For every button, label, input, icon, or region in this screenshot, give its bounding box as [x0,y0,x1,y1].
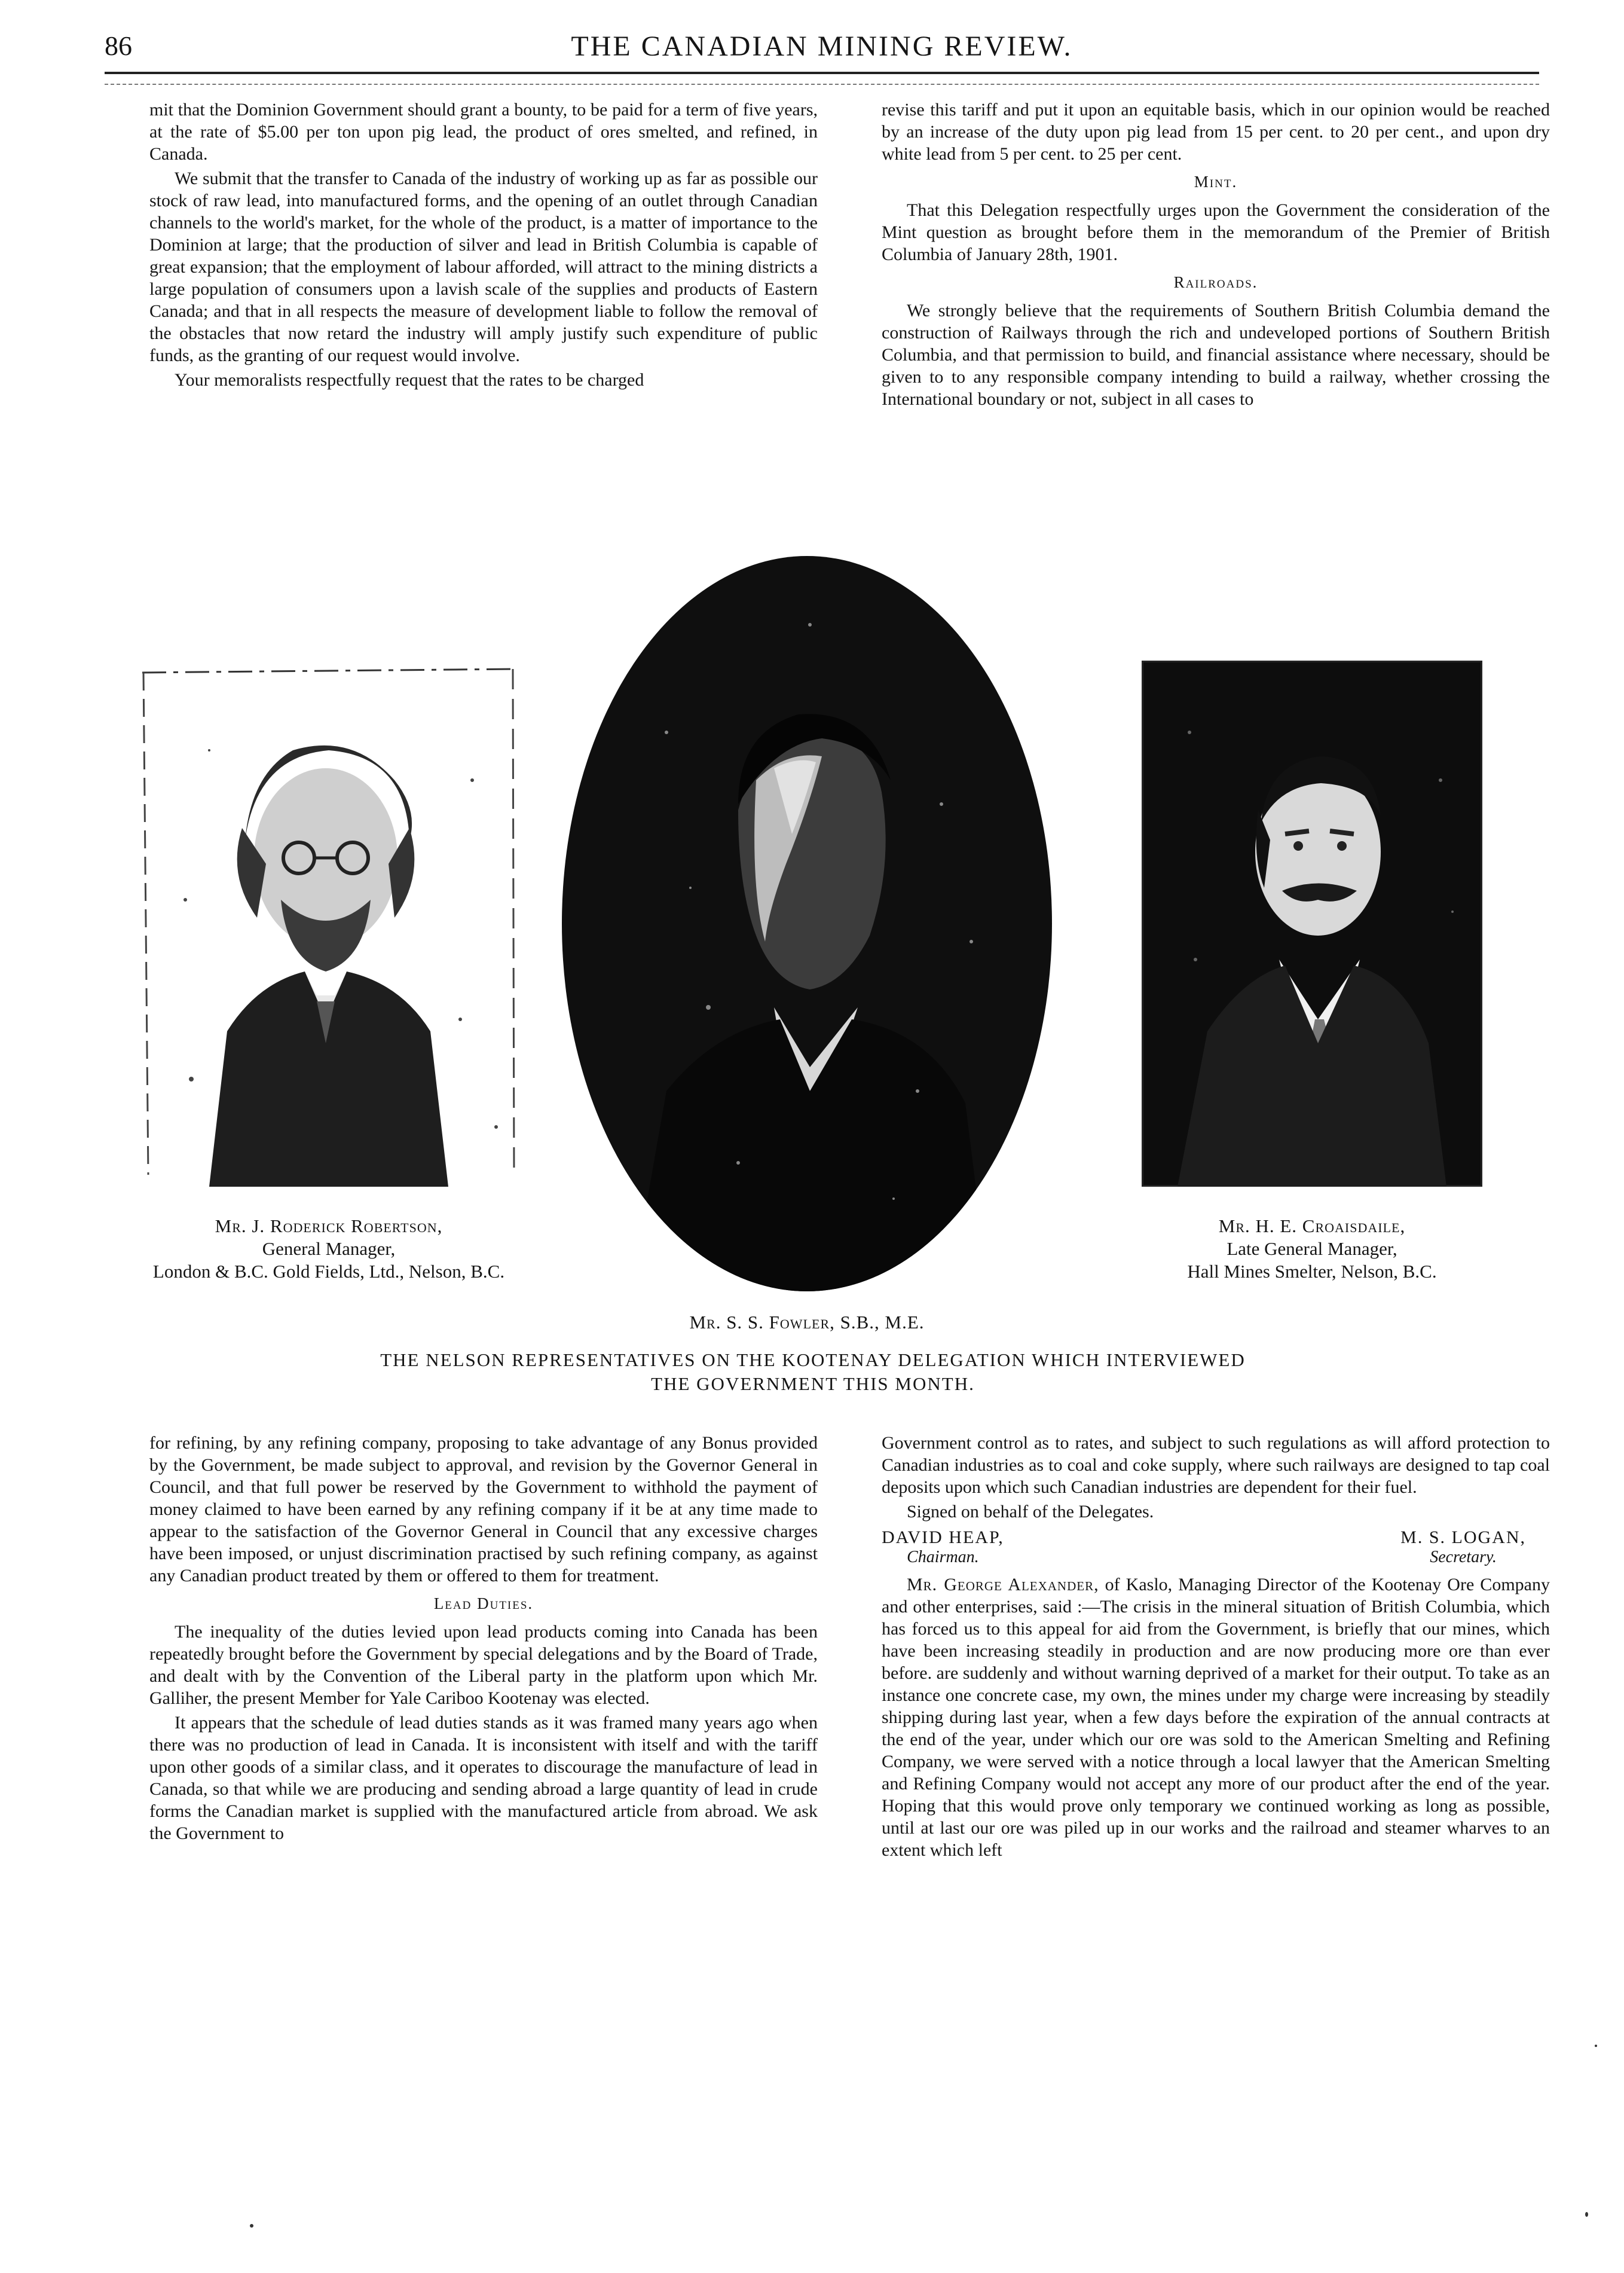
paragraph: It appears that the schedule of lead duties stands as it was framed many years ago when there was no production of lead in Canada. It is inconsistent with itself and with the tariff upon other goods of a similar class, and it operates to discourage the manufacture of lead in Canada, so that while we are producing and sending abroad a large quantity of lead in crude forms the Canadian market is supplied with the manufactured article from abroad. We ask the Government to [149,1713,818,1843]
caption-company: Hall Mines Smelter, Nelson, B.C. [1187,1261,1437,1282]
paragraph: The inequality of the duties levied upon lead products coming into Canada has been repeatedly brought before the Government by special delegations and by the Board of Trade, and dealt with by the Convention of the Liberal party in the platform upon which Mr. Galliher, the present Member for Yale Cariboo Kootenay was elected. [149,1622,818,1708]
caption-robertson [90,1215,568,1283]
signature-name: M. S. LOGAN, [1400,1527,1526,1547]
caption-name: Mr. H. E. Croaisdaile, [1218,1215,1406,1236]
paragraph: That this Delegation respectfully urges upon the Government the consideration of the Mint question as brought before them in the memorandum of the Premier of British Columbia of January 28th, 1901. [882,200,1550,264]
running-head [105,26,1539,74]
paragraph-body: of Kaslo, Managing Director of the Kootenay Ore Company and other enterprises, said :—The crisis in the mineral situation of British Columbia, which has forced us to this appeal for aid from the Government, is briefly that our mines, which have been increasing steadily in production and are now producing more ore than ever before. are suddenly and without warning deprived of a market for their output. To take as an instance one concrete case, my own, the mines under my charge were increasing by steadily shipping during last year, when a few days before the expiration of the annual contracts at the end of the year, under which our ore was sold to the American Smelting and Refining Company, we were served with a notice through a local lawyer that the American Smelting and Refining Company would not accept any more of our product after the end of the year. Hoping that this would prove only temporary we continued working as long as possible, until at last our ore was piled up in our works and the railroad and steamer wharves to an extent which left [882,1575,1550,1860]
print-speck [250,2224,253,2228]
paragraph [882,1574,1550,1861]
paragraph: for refining, by any refining company, proposing to take advantage of any Bonus provided by the Government, be made subject to approval, and revision by the Governor General in Council, and that full power be reserved by the Government to withhold the payment of money claimed to have been earned by any refining company if it be at any time made to appear to the satisfaction of the Governor General in Council that any excessive charges have been imposed, or unjust discrimination practised by such refining company, as against any Canadian product treated by them or offered to them for treatment. [149,1433,818,1585]
caption-company: London & B.C. Gold Fields, Ltd., Nelson, B.C. [152,1261,505,1282]
column-upper-right [882,99,1550,413]
header-rule-dashed [105,84,1539,85]
caption-role: Late General Manager, [1227,1238,1397,1259]
portrait-image [137,661,520,1187]
section-heading-mint: Mint. [1194,173,1238,191]
print-speck [1595,2045,1597,2047]
signature-secretary [1400,1526,1526,1566]
paragraph: mit that the Dominion Government should grant a bounty, to be paid for a term of five years, at the rate of $5.00 per ton upon pig lead, the product of ores smelted, and refined, in Canada. [149,100,818,164]
signatures [882,1526,1550,1566]
caption-name: Mr. S. S. Fowler, S.B., M.E. [689,1312,925,1333]
group-caption-line: THE NELSON REPRESENTATIVES ON THE KOOTENAY DELEGATION WHICH INTERVIEWED [380,1349,1246,1370]
signature-name: DAVID HEAP, [882,1527,1004,1547]
signature-title: Chairman. [907,1548,979,1566]
caption-name: Mr. J. Roderick Robertson, [215,1215,443,1236]
column-lower-left [149,1432,818,1847]
column-upper-left [149,99,818,393]
section-heading-lead-duties: Lead Duties. [433,1594,534,1612]
caption-role: General Manager, [262,1238,396,1259]
group-caption [257,1348,1369,1396]
caption-fowler [598,1311,1016,1334]
signed-line: Signed on behalf of the Delegates. [907,1502,1154,1522]
caption-croaisdaile [1094,1215,1530,1283]
portrait-fowler [559,553,1055,1294]
print-speck [1585,2212,1588,2217]
group-caption-line: THE GOVERNMENT THIS MONTH. [651,1373,975,1394]
header-rule [105,72,1539,74]
signature-title: Secretary. [1430,1548,1497,1566]
speaker-name: Mr. George Alexander, [907,1575,1099,1594]
page-number: 86 [105,30,132,61]
paragraph: Government control as to rates, and subject to such regulations as will afford protection to Canadian industries as to coal and coke supply, where such railways are designed to tap coal deposits upon which such Canadian industries are dependent for their fuel. [882,1433,1550,1497]
section-heading-railroads: Railroads. [1173,273,1258,291]
journal-title: THE CANADIAN MINING REVIEW. [571,30,1073,62]
portrait-image [1142,661,1482,1187]
signature-chairman [882,1526,1004,1566]
paragraph: We strongly believe that the requirements of Southern British Columbia demand the construction of Railways through the rich and undeveloped portions of Southern British Columbia, and that permission to build, and financial assistance where necessary, should be given to to any responsible company intending to build a railway, whether crossing the International boundary or not, subject in all cases to [882,301,1550,409]
paragraph: We submit that the transfer to Canada of the industry of working up as far as possible our stock of raw lead, into manufactured forms, and the opening of an outlet through Canadian channels to the world's market, for the whole of the product, is a matter of importance to the Dominion at large; that the production of silver and lead in British Columbia is capable of great expansion; that the employment of labour afforded, will attract to the mining districts a large population of consumers upon a lavish scale of the supplies and products of Eastern Canada; and that in all respects the measure of development liable to follow the removal of the obstacles that now retard the industry will amply justify such expenditure of public funds, as the granting of our request would involve. [149,169,818,365]
portrait-croaisdaile [1142,661,1482,1187]
column-lower-right [882,1432,1550,1863]
paragraph: Your memoralists respectfully request that the rates to be charged [175,370,644,390]
portrait-image [559,553,1055,1294]
paragraph: revise this tariff and put it upon an equitable basis, which in our opinion would be reached by an increase of the duty upon pig lead from 15 per cent. to 20 per cent., and upon dry white lead from 5 per cent. to 25 per cent. [882,100,1550,164]
portrait-robertson [137,661,520,1187]
